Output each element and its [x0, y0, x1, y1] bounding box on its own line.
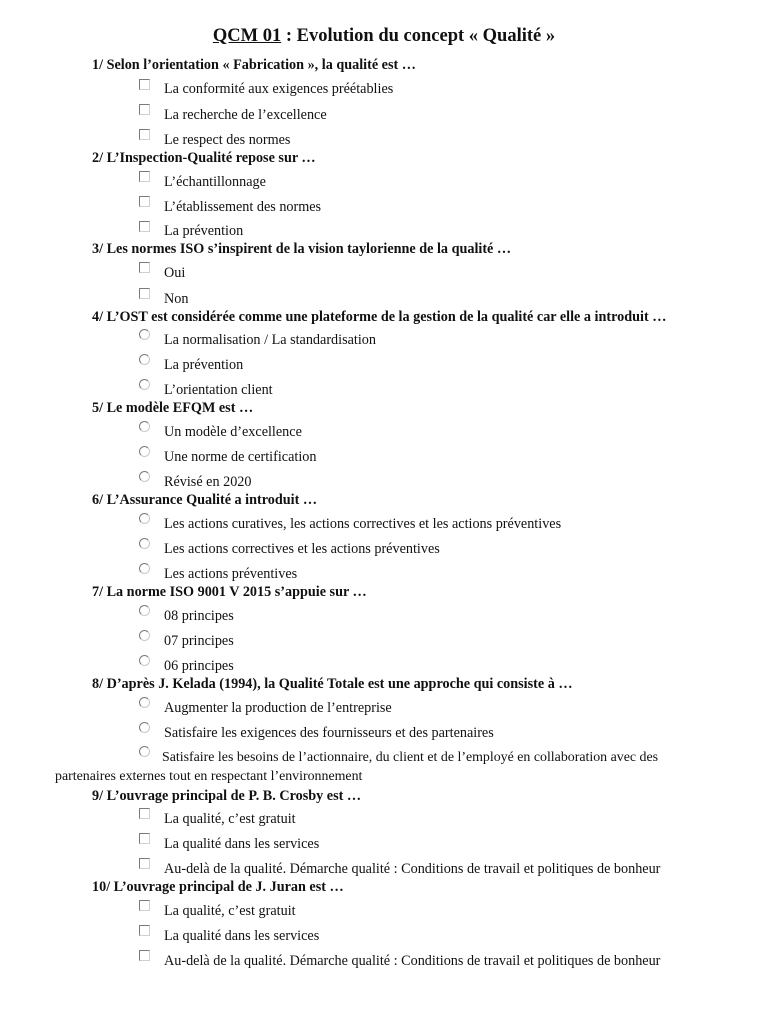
question-8: 8/ D’après J. Kelada (1994), la Qualité Totale est une approche qui consiste à … [92, 676, 573, 692]
checkbox[interactable] [139, 129, 150, 140]
checkbox[interactable] [139, 925, 150, 936]
radio-button[interactable] [139, 538, 150, 549]
checkbox[interactable] [139, 833, 150, 844]
checkbox[interactable] [139, 196, 150, 207]
question-4: 4/ L’OST est considérée comme une plateforme de la gestion de la qualité car elle a introduit … [92, 309, 667, 325]
checkbox[interactable] [139, 171, 150, 182]
radio-button[interactable] [139, 563, 150, 574]
question-3: 3/ Les normes ISO s’inspirent de la vision taylorienne de la qualité … [92, 241, 512, 257]
radio-button[interactable] [139, 630, 150, 641]
option-label: Au-delà de la qualité. Démarche qualité : Conditions de travail et politiques de bonheur [164, 953, 661, 969]
radio-button[interactable] [139, 722, 150, 733]
option-label: Satisfaire les exigences des fournisseurs et des partenaires [164, 725, 494, 741]
question-5: 5/ Le modèle EFQM est … [92, 400, 254, 416]
title-text: : Evolution du concept « Qualité » [281, 26, 556, 46]
option-label: L’établissement des normes [164, 199, 322, 215]
option-label: La conformité aux exigences préétablies [164, 81, 394, 97]
option-label: 07 principes [164, 633, 234, 649]
question-1: 1/ Selon l’orientation « Fabrication », la qualité est … [92, 57, 416, 73]
radio-button[interactable] [139, 446, 150, 457]
question-2: 2/ L’Inspection-Qualité repose sur … [92, 150, 316, 166]
option-label: La prévention [164, 357, 244, 373]
option-label: Au-delà de la qualité. Démarche qualité : Conditions de travail et politiques de bonheur [164, 861, 661, 877]
page-title [0, 24, 768, 48]
option-label: La qualité dans les services [164, 928, 320, 944]
option-label: Satisfaire les besoins de l’actionnaire, du client et de l’employé en collaboration avec des [162, 750, 659, 765]
option-label: Les actions préventives [164, 566, 298, 582]
checkbox[interactable] [139, 900, 150, 911]
radio-button[interactable] [139, 379, 150, 390]
radio-button[interactable] [139, 421, 150, 432]
option-label: Non [164, 291, 189, 307]
option-label: La qualité dans les services [164, 836, 320, 852]
radio-button[interactable] [139, 329, 150, 340]
radio-button[interactable] [139, 655, 150, 666]
checkbox[interactable] [139, 950, 150, 961]
option-label: Les actions curatives, les actions correctives et les actions préventives [164, 516, 562, 532]
checkbox[interactable] [139, 262, 150, 273]
question-9: 9/ L’ouvrage principal de P. B. Crosby est … [92, 788, 362, 804]
checkbox[interactable] [139, 79, 150, 90]
option-label: Révisé en 2020 [164, 474, 252, 490]
option-label: L’échantillonnage [164, 174, 266, 190]
radio-button[interactable] [139, 605, 150, 616]
title-qcm-number: QCM 01 [212, 26, 282, 46]
option-label: 08 principes [164, 608, 234, 624]
checkbox[interactable] [139, 104, 150, 115]
option-label: La recherche de l’excellence [164, 107, 327, 123]
option-label: Augmenter la production de l’entreprise [164, 700, 392, 716]
question-10: 10/ L’ouvrage principal de J. Juran est … [92, 879, 344, 895]
question-7: 7/ La norme ISO 9001 V 2015 s’appuie sur … [92, 584, 367, 600]
option-label: La qualité, c’est gratuit [164, 811, 296, 827]
radio-button[interactable] [139, 746, 150, 757]
option-label: L’orientation client [164, 382, 273, 398]
option-label: La normalisation / La standardisation [164, 332, 376, 348]
radio-button[interactable] [139, 513, 150, 524]
checkbox[interactable] [139, 858, 150, 869]
checkbox[interactable] [139, 288, 150, 299]
option-label: Un modèle d’excellence [164, 424, 302, 440]
radio-button[interactable] [139, 354, 150, 365]
option-label: Une norme de certification [164, 449, 317, 465]
radio-button[interactable] [139, 697, 150, 708]
option-label: La prévention [164, 223, 244, 239]
question-6: 6/ L’Assurance Qualité a introduit … [92, 492, 318, 508]
radio-button[interactable] [139, 471, 150, 482]
option-label: Le respect des normes [164, 132, 291, 148]
option-label: Oui [164, 265, 186, 281]
option-label: La qualité, c’est gratuit [164, 903, 296, 919]
option-label: Les actions correctives et les actions préventives [164, 541, 440, 557]
checkbox[interactable] [139, 808, 150, 819]
checkbox[interactable] [139, 221, 150, 232]
option-label-continuation: partenaires externes tout en respectant l’environnement [55, 769, 363, 784]
option-label: 06 principes [164, 658, 234, 674]
